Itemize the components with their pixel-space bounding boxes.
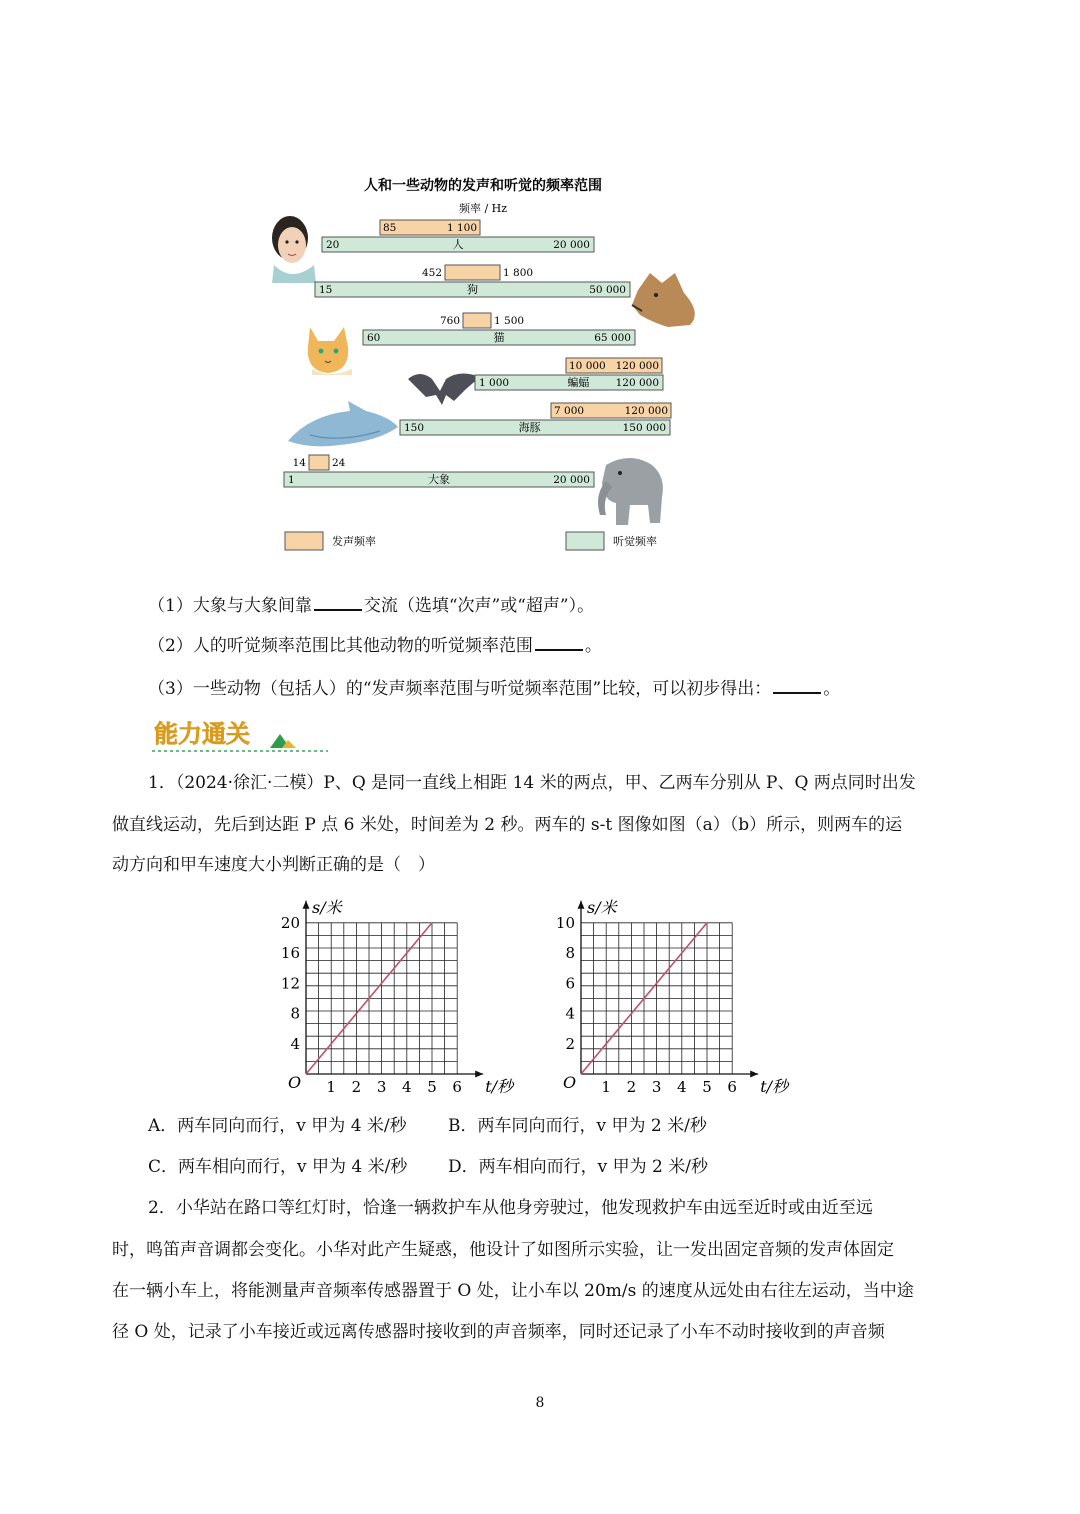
dolphin-illustration [288, 401, 398, 446]
emit-bar [445, 265, 500, 280]
bat-illustration [408, 373, 480, 405]
emit-high-label: 1 500 [494, 315, 525, 327]
frequency-chart-title: 人和一些动物的发声和听觉的频率范围 [364, 178, 602, 194]
animal-name-label: 狗 [467, 283, 478, 296]
y-tick-label: 8 [565, 944, 575, 963]
hear-low-label: 1 000 [479, 377, 510, 389]
x-tick-label: 3 [376, 1078, 387, 1096]
y-tick-label: 6 [565, 974, 575, 993]
frequency-range-figure [270, 165, 710, 565]
emit-high-label: 24 [332, 457, 346, 469]
emit-bar [463, 313, 491, 328]
grid [581, 923, 732, 1074]
section-title: 能力通关 [154, 720, 250, 748]
hear-high-label: 150 000 [622, 422, 666, 434]
y-tick-label: 10 [555, 913, 575, 932]
answer-blank-3[interactable] [773, 676, 821, 694]
y-tick-label: 12 [280, 974, 300, 993]
option-c[interactable]: C．两车相向而行，v 甲为 4 米/秒 [148, 1157, 408, 1177]
animal-name-label: 人 [452, 238, 464, 251]
problem-2-line-1: 2．小华站在路口等红灯时，恰逢一辆救护车从他身旁驶过，他发现救护车由远至近时或由近至远 [148, 1198, 873, 1218]
hear-low-label: 1 [288, 474, 295, 486]
frequency-chart-unit: 频率 / Hz [458, 202, 508, 215]
human-illustration [272, 216, 316, 283]
y-tick-label: 20 [280, 913, 300, 932]
y-tick-label: 16 [280, 944, 300, 963]
option-a[interactable]: A．两车同向而行，v 甲为 4 米/秒 [148, 1116, 407, 1136]
page-number: 8 [535, 1395, 545, 1411]
emit-high-label: 120 000 [615, 360, 659, 372]
x-tick-label: 2 [626, 1078, 637, 1096]
question-2-text-a: （2）人的听觉频率范围比其他动物的听觉频率范围 [148, 636, 533, 656]
x-axis-label: t/秒 [485, 1077, 514, 1096]
option-d[interactable]: D．两车相向而行，v 甲为 2 米/秒 [448, 1157, 708, 1177]
freq-row [322, 220, 594, 252]
question-2 [112, 633, 1018, 657]
problem-1-line-3: 动方向和甲车速度大小判断正确的是（ ） [112, 855, 435, 875]
x-tick-label: 4 [402, 1078, 412, 1096]
question-3-text-a: （3）一些动物（包括人）的“发声频率范围与听觉频率范围”比较，可以初步得出： [148, 679, 772, 699]
hear-low-label: 60 [367, 332, 381, 344]
hear-high-label: 120 000 [615, 377, 659, 389]
question-3-text-b: 。 [823, 679, 841, 699]
emit-low-label: 10 000 [569, 360, 606, 372]
problem-1-line-1: 1．（2024·徐汇·二模）P、Q 是同一直线上相距 14 米的两点，甲、乙两车分别从 P、Q 两点同时出发 [148, 773, 916, 793]
emit-low-label: 85 [383, 222, 397, 234]
emit-high-label: 120 000 [624, 405, 668, 417]
y-axis-arrow [578, 901, 585, 909]
animal-name-label: 海豚 [518, 421, 541, 434]
emit-low-label: 452 [421, 267, 442, 279]
y-axis-label: s/米 [312, 897, 342, 917]
x-tick-label: 6 [452, 1078, 462, 1096]
origin-label: O [288, 1073, 302, 1092]
hear-high-label: 50 000 [589, 284, 626, 296]
x-axis-arrow [750, 1071, 758, 1078]
question-2-text-b: 。 [584, 636, 602, 656]
emit-high-label: 1 100 [446, 222, 477, 234]
origin-label: O [563, 1073, 577, 1092]
x-tick-label: 1 [326, 1078, 336, 1096]
y-tick-label: 8 [290, 1004, 300, 1023]
x-tick-label: 5 [427, 1078, 437, 1096]
question-3 [112, 676, 1018, 700]
animal-name-label: 蝙蝠 [567, 376, 590, 389]
freq-row [400, 403, 671, 435]
dog-illustration [632, 273, 695, 327]
answer-blank-2[interactable] [535, 633, 583, 651]
question-1-text-a: （1）大象与大象间靠 [148, 596, 312, 616]
legend-hear-label: 听觉频率 [613, 535, 657, 548]
grid [306, 923, 457, 1074]
legend-emit-label: 发声频率 [332, 535, 376, 548]
x-tick-label: 5 [702, 1078, 712, 1096]
emit-low-label: 760 [439, 315, 460, 327]
x-tick-label: 2 [351, 1078, 362, 1096]
y-tick-label: 4 [290, 1034, 300, 1053]
x-axis-label: t/秒 [760, 1077, 789, 1096]
y-tick-label: 4 [565, 1004, 575, 1023]
freq-row [315, 265, 630, 297]
frequency-chart-svg [270, 165, 710, 565]
hear-low-label: 150 [404, 422, 425, 434]
freq-row [475, 358, 663, 390]
freq-row [284, 455, 594, 487]
emit-high-label: 1 800 [503, 267, 534, 279]
y-tick-label: 2 [565, 1034, 575, 1053]
hear-high-label: 20 000 [553, 239, 590, 251]
x-tick-label: 1 [601, 1078, 611, 1096]
graph-b [545, 888, 789, 1108]
animal-name-label: 大象 [428, 473, 450, 486]
y-axis-arrow [303, 901, 310, 909]
hear-high-label: 20 000 [553, 474, 590, 486]
section-header [148, 712, 338, 758]
option-b[interactable]: B．两车同向而行，v 甲为 2 米/秒 [448, 1116, 707, 1136]
problem-1-line-2: 做直线运动，先后到达距 P 点 6 米处，时间差为 2 秒。两车的 s-t 图像如图（a）（b）所示，则两车的运 [112, 815, 903, 835]
x-tick-label: 3 [651, 1078, 662, 1096]
animal-name-label: 猫 [493, 331, 505, 344]
cat-illustration [308, 327, 352, 375]
legend-hear-swatch [566, 532, 604, 550]
problem-2-line-2: 时，鸣笛声音调都会变化。小华对此产生疑惑，他设计了如图所示实验，让一发出固定音频的发声体固定 [112, 1240, 894, 1260]
problem-2-line-4: 径 O 处，记录了小车接近或远离传感器时接收到的声音频率，同时还记录了小车不动时接收到的声音频 [112, 1322, 885, 1342]
emit-low-label: 7 000 [554, 405, 585, 417]
y-axis-label: s/米 [587, 897, 617, 917]
x-tick-label: 4 [677, 1078, 687, 1096]
hear-high-label: 65 000 [594, 332, 631, 344]
freq-row [363, 313, 635, 345]
graph-b-svg [545, 888, 789, 1108]
graph-a [270, 888, 514, 1108]
emit-bar [309, 455, 329, 470]
legend-emit-swatch [285, 532, 323, 550]
hear-low-label: 15 [319, 284, 333, 296]
question-1 [112, 593, 1018, 617]
graph-a-svg [270, 888, 514, 1108]
x-axis-arrow [475, 1071, 483, 1078]
answer-blank-1[interactable] [314, 593, 362, 611]
elephant-illustration [598, 458, 663, 525]
hear-low-label: 20 [326, 239, 340, 251]
emit-low-label: 14 [292, 457, 306, 469]
problem-2-line-3: 在一辆小车上，将能测量声音频率传感器置于 O 处，让小车以 20m/s 的速度从远处由右往左运动，当中途 [112, 1281, 914, 1301]
section-header-svg [148, 712, 338, 758]
question-1-text-b: 交流（选填“次声”或“超声”）。 [363, 596, 595, 616]
x-tick-label: 6 [727, 1078, 737, 1096]
